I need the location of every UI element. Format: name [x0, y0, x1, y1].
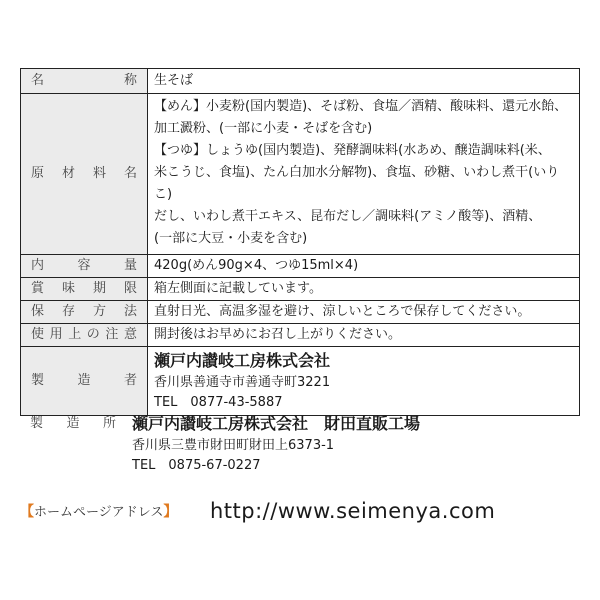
ingredients-line-1: 【めん】小麦粉(国内製造)、そば粉、食塩／酒精、酸味料、還元水飴、: [154, 99, 568, 114]
ingredients-line-3: 【つゆ】しょうゆ(国内製造)、発酵調味料(水あめ、醸造調味料(米、: [154, 143, 551, 158]
row-caution: [21, 324, 580, 347]
row-name: [21, 69, 580, 94]
ingredients-line-6: (一部に大豆・小麦を含む): [154, 231, 308, 246]
name-label: 名 称: [21, 69, 148, 94]
homepage-url[interactable]: http://www.seimenya.com: [210, 499, 496, 523]
homepage-label: ホームページアドレス: [34, 505, 164, 520]
plant-details: [132, 412, 420, 476]
storage-value: 直射日光、高温多湿を避け、涼しいところで保存してください。: [148, 301, 580, 324]
plant-label: 製造所: [30, 416, 116, 431]
row-manufacturer: [21, 347, 580, 416]
homepage-section: [20, 496, 580, 526]
manufacturer-value: [148, 347, 580, 416]
product-label-table: [20, 68, 580, 416]
homepage-bracket-open: 【: [20, 504, 34, 520]
row-content: [21, 255, 580, 278]
manufacturer-address: 香川県善通寺市善通寺町3221: [154, 375, 331, 390]
caution-label: 使用上の注意: [21, 324, 148, 347]
ingredients-line-4: 米こうじ、食塩)、たん白加水分解物)、食塩、砂糖、いわし煮干(いりこ): [154, 165, 560, 202]
homepage-bracket-close: 】: [163, 504, 178, 520]
best-before-value: 箱左側面に記載しています。: [148, 278, 580, 301]
content-label: 内容量: [21, 255, 148, 278]
ingredients-label: 原材料名: [21, 94, 148, 255]
ingredients-line-5: だし、いわし煮干エキス、昆布だし／調味料(アミノ酸等)、酒精、: [154, 209, 542, 224]
row-storage: [21, 301, 580, 324]
best-before-label: 賞味期限: [21, 278, 148, 301]
row-best-before: [21, 278, 580, 301]
content-value: 420g(めん90g×4、つゆ15ml×4): [148, 255, 580, 278]
caution-value: 開封後はお早めにお召し上がりください。: [148, 324, 580, 347]
manufacturer-tel: TEL 0877-43-5887: [154, 395, 283, 410]
homepage-label-group: [20, 501, 177, 521]
plant-company: 瀬戸内讃岐工房株式会社 財田直販工場: [132, 414, 421, 433]
name-value: 生そば: [148, 69, 580, 94]
manufacturer-label: 製造者: [21, 347, 148, 416]
manufacturer-company: 瀬戸内讃岐工房株式会社: [154, 351, 331, 370]
plant-address: 香川県三豊市財田町財田上6373-1: [132, 438, 335, 453]
plant-tel: TEL 0875-67-0227: [132, 458, 261, 473]
storage-label: 保存方法: [21, 301, 148, 324]
ingredients-value: [148, 94, 580, 255]
row-ingredients: [21, 94, 580, 255]
ingredients-line-2: 加工澱粉、(一部に小麦・そばを含む): [154, 121, 373, 136]
